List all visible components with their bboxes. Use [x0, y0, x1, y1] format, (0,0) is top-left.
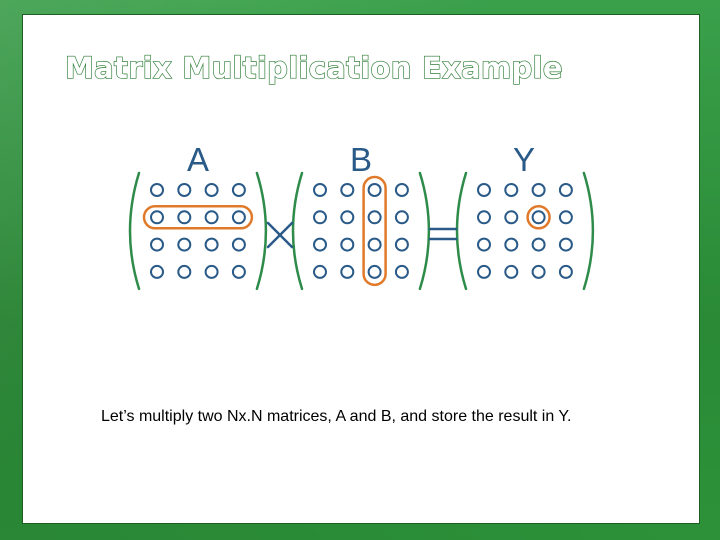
- matrix-b-right-bracket: [420, 173, 429, 289]
- matrix-y-element: [478, 239, 490, 251]
- matrix-y-element: [560, 266, 572, 278]
- matrix-b-element: [369, 266, 381, 278]
- matrix-y-element: [533, 211, 545, 223]
- matrix-a-row-highlight: [144, 206, 252, 228]
- matrix-b-label: B: [349, 141, 373, 178]
- matrix-b-element: [314, 266, 326, 278]
- matrix-b-element: [314, 184, 326, 196]
- matrix-b-column-highlight: [364, 177, 386, 285]
- matrix-b-element: [396, 211, 408, 223]
- matrix-a-label: A: [186, 141, 210, 178]
- matrix-y-element: [533, 184, 545, 196]
- matrix-y-element: [505, 184, 517, 196]
- matrix-a-element: [206, 184, 218, 196]
- matrix-a-element: [233, 266, 245, 278]
- matrix-y-element: [478, 266, 490, 278]
- matrix-b-element: [396, 184, 408, 196]
- slide-title: Matrix Multiplication Example: [65, 51, 563, 85]
- matrix-a-element: [178, 239, 190, 251]
- matrix-b-element: [396, 239, 408, 251]
- matrix-y-element: [505, 211, 517, 223]
- matrix-y-element: [533, 266, 545, 278]
- matrix-a-element: [151, 239, 163, 251]
- matrix-b-element: [369, 184, 381, 196]
- matrix-a-right-bracket: [257, 173, 266, 289]
- matrix-a-element: [151, 266, 163, 278]
- matrix-y-label: Y: [512, 141, 536, 178]
- matrix-y-element: [505, 266, 517, 278]
- matrix-y-element: [478, 184, 490, 196]
- matrix-a-element: [178, 211, 190, 223]
- matrix-b-element: [369, 239, 381, 251]
- slide-caption: Let’s multiply two Nx.N matrices, A and B, and store the result in Y.: [101, 408, 572, 425]
- matrix-a-element: [178, 184, 190, 196]
- matrix-a-element: [233, 211, 245, 223]
- matrix-y-right-bracket: [584, 173, 593, 289]
- matrix-b-element: [341, 211, 353, 223]
- matrix-y-element: [560, 184, 572, 196]
- matrix-b-element: [314, 211, 326, 223]
- matrix-b-element: [396, 266, 408, 278]
- matrix-y-element: [478, 211, 490, 223]
- matrix-y-element: [533, 239, 545, 251]
- matrix-a-left-bracket: [130, 173, 139, 289]
- matrix-a-element: [206, 266, 218, 278]
- matrix-y-left-bracket: [457, 173, 466, 289]
- matrix-a-element: [151, 184, 163, 196]
- matrix-a-element: [206, 211, 218, 223]
- matrix-a-element: [151, 211, 163, 223]
- matrix-b-element: [341, 184, 353, 196]
- matrix-a-element: [233, 184, 245, 196]
- matrix-b-left-bracket: [293, 173, 302, 289]
- matrix-a-element: [233, 239, 245, 251]
- matrix-y-element: [505, 239, 517, 251]
- matrix-a-element: [206, 239, 218, 251]
- matrix-y-element: [560, 239, 572, 251]
- matrix-b-element: [369, 211, 381, 223]
- matrix-y-cell-highlight: [528, 206, 550, 228]
- matrix-b-element: [314, 239, 326, 251]
- matrix-a-element: [178, 266, 190, 278]
- matrix-b-element: [341, 239, 353, 251]
- matrix-b-element: [341, 266, 353, 278]
- matrix-y-element: [560, 211, 572, 223]
